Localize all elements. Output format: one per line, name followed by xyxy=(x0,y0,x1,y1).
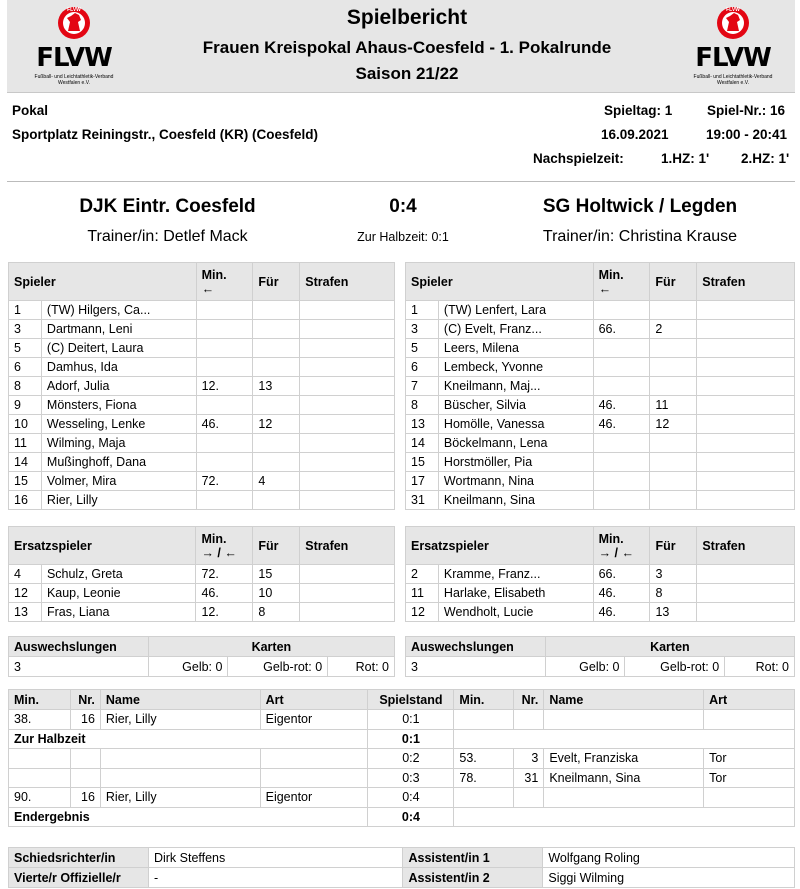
player-fuer: 15 xyxy=(253,565,300,584)
player-min: 46. xyxy=(196,415,253,434)
player-nr: 5 xyxy=(9,339,42,358)
player-strafen xyxy=(300,320,395,339)
player-strafen xyxy=(300,301,395,320)
player-fuer xyxy=(650,453,697,472)
player-name: Kramme, Franz... xyxy=(438,565,593,584)
player-strafen xyxy=(697,415,795,434)
final-score: 0:4 xyxy=(389,196,417,217)
goals-timeline-table xyxy=(8,689,795,827)
player-fuer xyxy=(650,491,697,510)
player-nr: 15 xyxy=(406,453,439,472)
player-name: Homölle, Vanessa xyxy=(438,415,593,434)
officials-table xyxy=(8,847,795,888)
player-strafen xyxy=(697,339,795,358)
table-row xyxy=(9,472,395,491)
player-name: Rier, Lilly xyxy=(41,491,196,510)
player-strafen xyxy=(697,377,795,396)
table-row xyxy=(406,415,795,434)
player-min xyxy=(196,434,253,453)
player-min xyxy=(593,434,650,453)
schiri-label: Schiedsrichter/in xyxy=(9,848,149,868)
player-nr: 17 xyxy=(406,472,439,491)
player-strafen xyxy=(697,491,795,510)
player-fuer xyxy=(253,301,300,320)
table-row xyxy=(406,434,795,453)
home-lineup-table xyxy=(8,262,395,510)
tl-art-header: Art xyxy=(260,690,368,710)
player-name: Kneilmann, Maj... xyxy=(438,377,593,396)
fuer-header: Für xyxy=(253,527,300,565)
player-fuer: 11 xyxy=(650,396,697,415)
player-name: Volmer, Mira xyxy=(41,472,196,491)
horse-shield-icon xyxy=(57,4,91,44)
logo-subtext: Fußball- und Leichtathletik-Verband Westfalen e.V. xyxy=(34,74,114,86)
player-name: (C) Deitert, Laura xyxy=(41,339,196,358)
player-name: Böckelmann, Lena xyxy=(438,434,593,453)
match-time: 19:00 - 20:41 xyxy=(706,127,788,142)
karten-header: Karten xyxy=(148,637,394,657)
player-min xyxy=(196,453,253,472)
player-fuer: 8 xyxy=(253,603,300,622)
flvw-logo-left xyxy=(34,4,114,88)
svg-text:FLVW: FLVW xyxy=(67,7,81,13)
player-fuer xyxy=(253,358,300,377)
player-fuer xyxy=(650,301,697,320)
ass2-label: Assistent/in 2 xyxy=(403,868,543,888)
player-min: 46. xyxy=(593,584,650,603)
match-date: 16.09.2021 xyxy=(601,127,669,142)
tl-nr-header: Nr. xyxy=(70,690,100,710)
player-nr: 8 xyxy=(406,396,439,415)
player-strafen xyxy=(697,301,795,320)
auswechslungen-count: 3 xyxy=(9,657,149,677)
min-header: Min. → / ← xyxy=(196,527,253,565)
player-nr: 16 xyxy=(9,491,42,510)
player-fuer xyxy=(253,396,300,415)
away-lineup-table xyxy=(405,262,795,510)
player-min xyxy=(196,339,253,358)
player-name: Adorf, Julia xyxy=(41,377,196,396)
auswechslungen-count: 3 xyxy=(406,657,546,677)
table-row xyxy=(406,565,795,584)
flvw-logo-right xyxy=(693,4,773,88)
table-row xyxy=(9,415,395,434)
table-row xyxy=(9,603,395,622)
player-nr: 9 xyxy=(9,396,42,415)
ersatzspieler-header: Ersatzspieler xyxy=(406,527,594,565)
table-row xyxy=(9,320,395,339)
competition-title: Frauen Kreispokal Ahaus-Coesfeld - 1. Pokalrunde xyxy=(202,38,612,57)
player-fuer xyxy=(253,434,300,453)
player-name: Mußinghoff, Dana xyxy=(41,453,196,472)
tl-min-header: Min. xyxy=(9,690,71,710)
ersatzspieler-header: Ersatzspieler xyxy=(9,527,196,565)
tl-stand-header: Spielstand xyxy=(368,690,454,710)
player-nr: 2 xyxy=(406,565,439,584)
player-min xyxy=(593,453,650,472)
table-row xyxy=(9,339,395,358)
player-nr: 7 xyxy=(406,377,439,396)
player-nr: 1 xyxy=(406,301,439,320)
player-min xyxy=(196,491,253,510)
player-name: Leers, Milena xyxy=(438,339,593,358)
vierte-label: Vierte/r Offizielle/r xyxy=(9,868,149,888)
gelbrot-count: Gelb-rot: 0 xyxy=(625,657,725,677)
player-nr: 11 xyxy=(9,434,42,453)
halftime-row: Zur Halbzeit 0:1 xyxy=(9,729,795,749)
table-row xyxy=(9,301,395,320)
player-min: 12. xyxy=(196,377,253,396)
player-name: (TW) Hilgers, Ca... xyxy=(41,301,196,320)
player-name: Kneilmann, Sina xyxy=(438,491,593,510)
table-row xyxy=(406,603,795,622)
player-name: Dartmann, Leni xyxy=(41,320,196,339)
fuer-header: Für xyxy=(650,527,697,565)
player-nr: 14 xyxy=(406,434,439,453)
table-row xyxy=(9,453,395,472)
table-row xyxy=(9,358,395,377)
player-name: (C) Evelt, Franz... xyxy=(438,320,593,339)
player-strafen xyxy=(697,434,795,453)
table-row xyxy=(406,358,795,377)
player-nr: 12 xyxy=(9,584,42,603)
ass1-label: Assistent/in 1 xyxy=(403,848,543,868)
table-row xyxy=(406,584,795,603)
home-stats-table xyxy=(8,636,395,677)
player-name: Wilming, Maja xyxy=(41,434,196,453)
player-strafen xyxy=(300,396,395,415)
player-strafen xyxy=(697,472,795,491)
gelb-count: Gelb: 0 xyxy=(148,657,228,677)
player-fuer xyxy=(253,491,300,510)
tl-name-header: Name xyxy=(544,690,704,710)
player-strafen xyxy=(300,603,395,622)
player-name: Büscher, Silvia xyxy=(438,396,593,415)
strafen-header: Strafen xyxy=(300,527,395,565)
gelb-count: Gelb: 0 xyxy=(545,657,625,677)
player-strafen xyxy=(300,415,395,434)
table-row xyxy=(406,453,795,472)
player-min xyxy=(593,358,650,377)
player-nr: 6 xyxy=(9,358,42,377)
player-fuer xyxy=(650,339,697,358)
vierte-value: - xyxy=(148,868,403,888)
table-row: 0:2 53. 3 Evelt, Franziska Tor xyxy=(9,749,795,769)
report-header xyxy=(7,0,795,93)
logo-brand-text: FLVW xyxy=(695,43,771,73)
table-row: 90. 16 Rier, Lilly Eigentor 0:4 xyxy=(9,788,795,808)
gelbrot-count: Gelb-rot: 0 xyxy=(228,657,328,677)
player-fuer xyxy=(253,320,300,339)
player-nr: 3 xyxy=(406,320,439,339)
schiri-value: Dirk Steffens xyxy=(148,848,403,868)
player-strafen xyxy=(697,320,795,339)
logo-subtext: Fußball- und Leichtathletik-Verband Westfalen e.V. xyxy=(693,74,773,86)
player-min: 66. xyxy=(593,320,650,339)
player-fuer: 13 xyxy=(650,603,697,622)
player-name: Kaup, Leonie xyxy=(41,584,196,603)
player-name: Fras, Liana xyxy=(41,603,196,622)
ass2-value: Siggi Wilming xyxy=(543,868,795,888)
auswechslungen-header: Auswechslungen xyxy=(9,637,149,657)
player-nr: 8 xyxy=(9,377,42,396)
min-header: Min. ← xyxy=(196,263,253,301)
player-name: (TW) Lenfert, Lara xyxy=(438,301,593,320)
player-name: Wesseling, Lenke xyxy=(41,415,196,434)
strafen-header: Strafen xyxy=(697,527,795,565)
spieler-header: Spieler xyxy=(9,263,197,301)
player-name: Mönsters, Fiona xyxy=(41,396,196,415)
player-min: 72. xyxy=(196,565,253,584)
player-strafen xyxy=(300,472,395,491)
player-fuer: 12 xyxy=(253,415,300,434)
table-row xyxy=(9,491,395,510)
player-fuer xyxy=(650,377,697,396)
player-min: 46. xyxy=(593,396,650,415)
player-strafen xyxy=(697,565,795,584)
player-nr: 13 xyxy=(406,415,439,434)
player-nr: 31 xyxy=(406,491,439,510)
home-players-body xyxy=(9,301,395,510)
fuer-header: Für xyxy=(253,263,300,301)
player-nr: 10 xyxy=(9,415,42,434)
player-strafen xyxy=(300,434,395,453)
player-strafen xyxy=(300,584,395,603)
player-strafen xyxy=(300,358,395,377)
strafen-header: Strafen xyxy=(300,263,395,301)
table-row xyxy=(9,565,395,584)
home-subs-table xyxy=(8,526,395,622)
player-fuer xyxy=(650,434,697,453)
player-min xyxy=(196,396,253,415)
player-min: 66. xyxy=(593,565,650,584)
away-team: SG Holtwick / Legden xyxy=(542,196,738,217)
player-strafen xyxy=(697,453,795,472)
player-min: 46. xyxy=(593,603,650,622)
player-nr: 5 xyxy=(406,339,439,358)
player-name: Wendholt, Lucie xyxy=(438,603,593,622)
table-row xyxy=(406,301,795,320)
away-trainer: Trainer/in: Christina Krause xyxy=(542,228,738,245)
player-strafen xyxy=(697,584,795,603)
player-min xyxy=(593,339,650,358)
logo-brand-text: FLVW xyxy=(36,43,112,73)
player-strafen xyxy=(697,396,795,415)
player-fuer xyxy=(650,358,697,377)
tl-name-header: Name xyxy=(100,690,260,710)
karten-header: Karten xyxy=(545,637,794,657)
player-min xyxy=(593,301,650,320)
table-row xyxy=(9,396,395,415)
player-name: Damhus, Ida xyxy=(41,358,196,377)
player-strafen xyxy=(300,491,395,510)
table-row xyxy=(406,377,795,396)
player-strafen xyxy=(300,453,395,472)
spieltag: Spieltag: 1 xyxy=(604,103,673,118)
player-min xyxy=(593,472,650,491)
spieler-header: Spieler xyxy=(406,263,594,301)
player-fuer: 10 xyxy=(253,584,300,603)
home-subs-body xyxy=(9,565,395,622)
player-fuer: 2 xyxy=(650,320,697,339)
player-nr: 15 xyxy=(9,472,42,491)
home-trainer: Trainer/in: Detlef Mack xyxy=(87,228,248,245)
away-players-body xyxy=(406,301,795,510)
table-row xyxy=(9,377,395,396)
spiel-nr: Spiel-Nr.: 16 xyxy=(707,103,786,118)
rot-count: Rot: 0 xyxy=(328,657,395,677)
season-title: Saison 21/22 xyxy=(355,64,459,83)
player-min xyxy=(593,491,650,510)
away-subs-body xyxy=(406,565,795,622)
table-row xyxy=(406,339,795,358)
table-row xyxy=(406,396,795,415)
player-fuer xyxy=(253,453,300,472)
player-fuer: 8 xyxy=(650,584,697,603)
player-nr: 13 xyxy=(9,603,42,622)
player-name: Harlake, Elisabeth xyxy=(438,584,593,603)
divider xyxy=(7,181,795,182)
min-header: Min. ← xyxy=(593,263,650,301)
player-min: 12. xyxy=(196,603,253,622)
player-fuer: 12 xyxy=(650,415,697,434)
final-row: Endergebnis 0:4 xyxy=(9,807,795,827)
player-min: 46. xyxy=(196,584,253,603)
player-fuer: 13 xyxy=(253,377,300,396)
player-nr: 6 xyxy=(406,358,439,377)
fuer-header: Für xyxy=(650,263,697,301)
away-stats-table xyxy=(405,636,795,677)
table-row xyxy=(406,472,795,491)
table-row xyxy=(406,491,795,510)
table-row xyxy=(406,320,795,339)
player-strafen xyxy=(300,377,395,396)
home-team: DJK Eintr. Coesfeld xyxy=(79,196,256,217)
min-header: Min. → / ← xyxy=(593,527,650,565)
player-nr: 12 xyxy=(406,603,439,622)
tl-nr-header: Nr. xyxy=(514,690,544,710)
table-row xyxy=(9,584,395,603)
tl-art-header: Art xyxy=(704,690,795,710)
player-fuer: 4 xyxy=(253,472,300,491)
player-nr: 1 xyxy=(9,301,42,320)
player-min xyxy=(196,320,253,339)
strafen-header: Strafen xyxy=(697,263,795,301)
player-min: 46. xyxy=(593,415,650,434)
player-strafen xyxy=(697,603,795,622)
player-nr: 3 xyxy=(9,320,42,339)
page-title: Spielbericht xyxy=(346,6,468,29)
rot-count: Rot: 0 xyxy=(725,657,795,677)
player-strafen xyxy=(300,565,395,584)
player-nr: 14 xyxy=(9,453,42,472)
player-name: Horstmöller, Pia xyxy=(438,453,593,472)
player-fuer: 3 xyxy=(650,565,697,584)
player-strafen xyxy=(300,339,395,358)
player-strafen xyxy=(697,358,795,377)
table-row: 38. 16 Rier, Lilly Eigentor 0:1 xyxy=(9,710,795,730)
player-min: 72. xyxy=(196,472,253,491)
venue: Sportplatz Reiningstr., Coesfeld (KR) (Coesfeld) xyxy=(12,127,319,142)
player-min xyxy=(593,377,650,396)
svg-text:FLVW: FLVW xyxy=(726,7,740,13)
player-name: Schulz, Greta xyxy=(41,565,196,584)
table-row: 0:3 78. 31 Kneilmann, Sina Tor xyxy=(9,768,795,788)
nachspielzeit-hz1: 1.HZ: 1' xyxy=(661,151,710,166)
away-subs-table xyxy=(405,526,795,622)
ass1-value: Wolfgang Roling xyxy=(543,848,795,868)
halftime-score: Zur Halbzeit: 0:1 xyxy=(357,230,449,244)
player-fuer xyxy=(253,339,300,358)
nachspielzeit-label: Nachspielzeit: xyxy=(533,151,624,166)
tl-min-header: Min. xyxy=(454,690,514,710)
horse-shield-icon xyxy=(716,4,750,44)
player-name: Wortmann, Nina xyxy=(438,472,593,491)
player-name: Lembeck, Yvonne xyxy=(438,358,593,377)
player-min xyxy=(196,301,253,320)
match-type: Pokal xyxy=(12,103,49,118)
player-nr: 4 xyxy=(9,565,42,584)
player-nr: 11 xyxy=(406,584,439,603)
table-row xyxy=(9,434,395,453)
player-fuer xyxy=(650,472,697,491)
nachspielzeit-hz2: 2.HZ: 1' xyxy=(741,151,790,166)
player-min xyxy=(196,358,253,377)
auswechslungen-header: Auswechslungen xyxy=(406,637,546,657)
